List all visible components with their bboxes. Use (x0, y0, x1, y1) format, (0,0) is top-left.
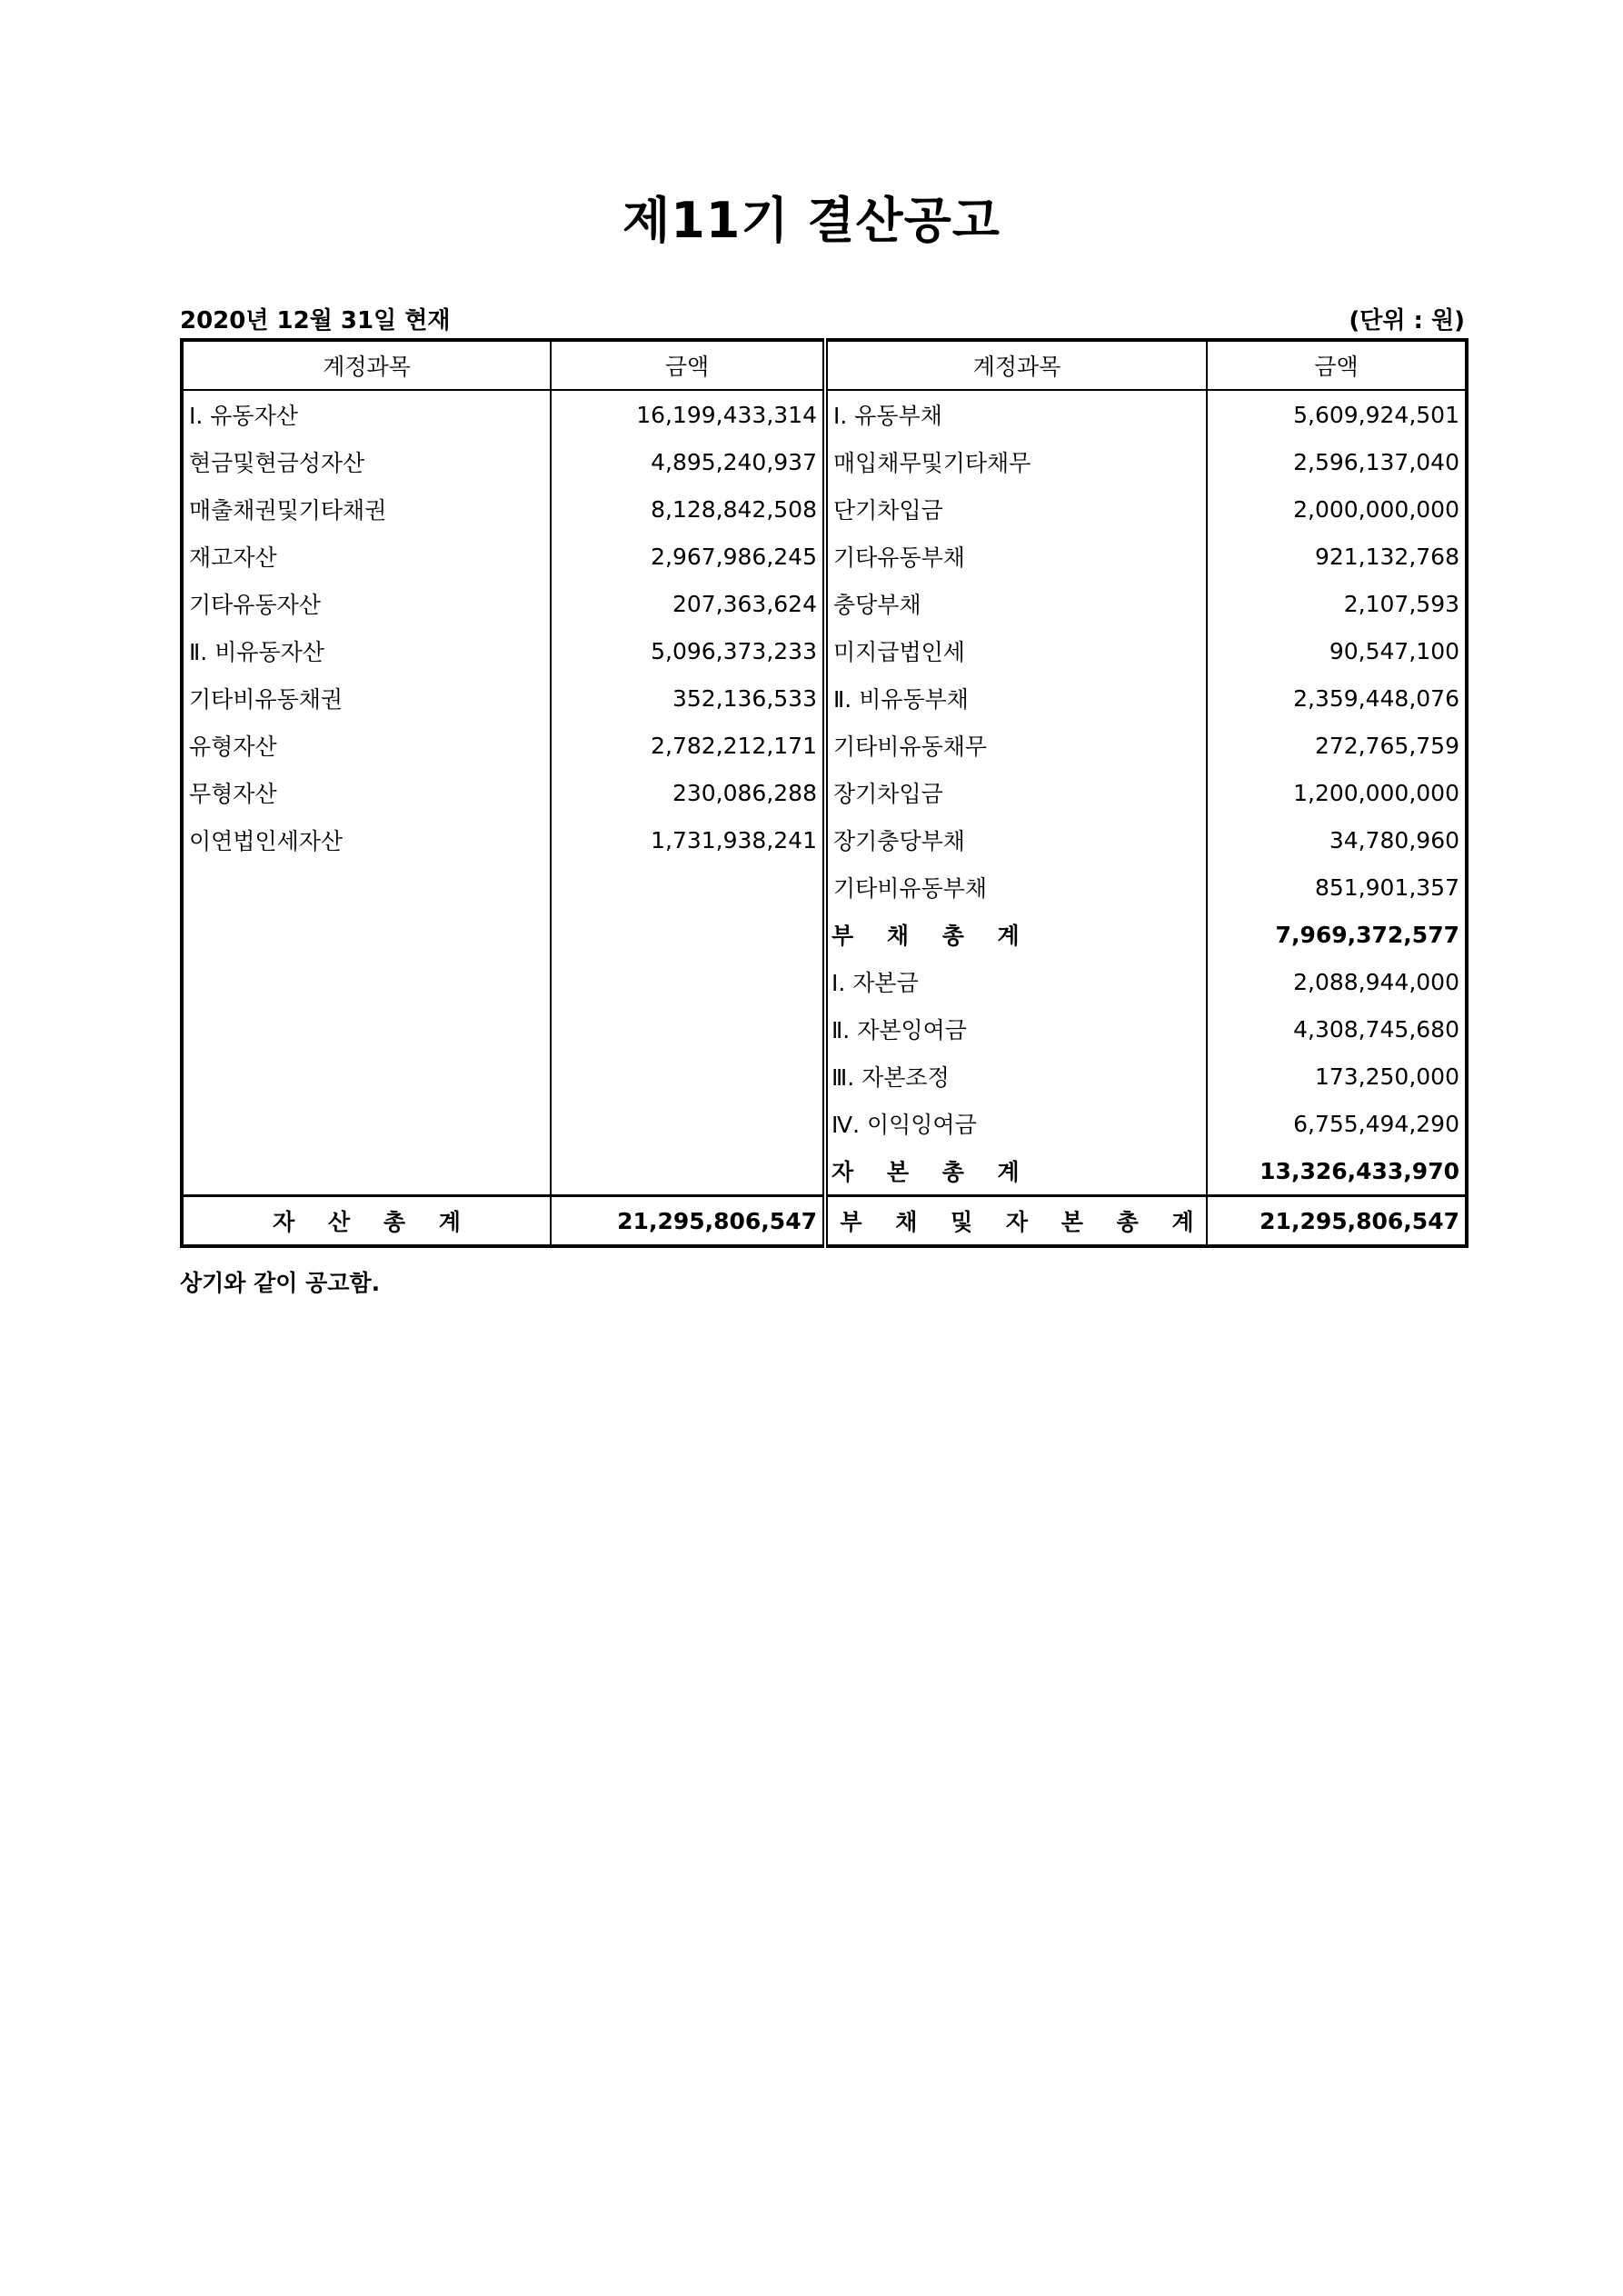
table-row (182, 769, 1467, 816)
table-row (182, 1053, 1467, 1100)
right-account-cell: 장기차입금 (825, 769, 1207, 816)
right-account-cell: Ⅰ. 자본금 (825, 958, 1207, 1005)
left-account-cell: 기타비유동채권 (182, 674, 551, 722)
right-amount-cell: 1,200,000,000 (1207, 769, 1467, 816)
right-amount-cell: 6,755,494,290 (1207, 1100, 1467, 1147)
left-account-cell (182, 1147, 551, 1196)
left-account-cell: 이연법인세자산 (182, 816, 551, 863)
table-row (182, 911, 1467, 958)
left-amount-cell (551, 911, 825, 958)
report-date: 2020년 12월 31일 현재 (180, 307, 451, 334)
left-amount-cell: 352,136,533 (551, 674, 825, 722)
right-account-cell: 기타비유동부채 (825, 863, 1207, 911)
right-amount-cell: 173,250,000 (1207, 1053, 1467, 1100)
header-row (182, 340, 1467, 390)
footnote: 상기와 같이 공고함. (180, 1270, 381, 1296)
left-amount-cell: 5,096,373,233 (551, 627, 825, 674)
table-row (182, 1005, 1467, 1053)
left-account-cell (182, 1005, 551, 1053)
right-amount-cell: 4,308,745,680 (1207, 1005, 1467, 1053)
table-row (182, 485, 1467, 533)
total-row (182, 1196, 1467, 1247)
table-row (182, 1100, 1467, 1147)
right-account-cell: Ⅱ. 자본잉여금 (825, 1005, 1207, 1053)
right-amount-cell: 851,901,357 (1207, 863, 1467, 911)
left-account-cell (182, 863, 551, 911)
right-account-cell: 충당부채 (825, 580, 1207, 627)
table-body (182, 390, 1467, 1196)
left-account-cell: 유형자산 (182, 722, 551, 769)
table-row (182, 438, 1467, 485)
left-amount-cell (551, 863, 825, 911)
left-amount-cell: 2,967,986,245 (551, 533, 825, 580)
right-account-cell: 단기차입금 (825, 485, 1207, 533)
left-amount-cell: 1,731,938,241 (551, 816, 825, 863)
left-amount-cell: 8,128,842,508 (551, 485, 825, 533)
right-amount-cell: 34,780,960 (1207, 816, 1467, 863)
left-account-cell: 무형자산 (182, 769, 551, 816)
left-amount-cell: 16,199,433,314 (551, 390, 825, 438)
left-account-cell: Ⅰ. 유동자산 (182, 390, 551, 438)
left-account-cell: Ⅱ. 비유동자산 (182, 627, 551, 674)
unit-label: (단위 : 원) (1349, 307, 1465, 334)
right-account-cell: 기타비유동채무 (825, 722, 1207, 769)
left-account-cell (182, 1100, 551, 1147)
liab-equity-total-amount: 21,295,806,547 (1207, 1196, 1467, 1247)
right-amount-cell: 2,107,593 (1207, 580, 1467, 627)
right-account-cell: Ⅲ. 자본조정 (825, 1053, 1207, 1100)
right-account-header: 계정과목 (825, 340, 1207, 390)
liab-equity-total-label: 부 채 및 자 본 총 계 (825, 1196, 1207, 1247)
right-amount-cell: 2,000,000,000 (1207, 485, 1467, 533)
left-amount-cell (551, 958, 825, 1005)
left-account-cell (182, 958, 551, 1005)
table-row (182, 674, 1467, 722)
meta-row (180, 302, 1465, 334)
left-amount-cell (551, 1053, 825, 1100)
left-account-cell: 현금및현금성자산 (182, 438, 551, 485)
right-amount-cell: 2,359,448,076 (1207, 674, 1467, 722)
right-amount-cell: 90,547,100 (1207, 627, 1467, 674)
left-amount-cell: 4,895,240,937 (551, 438, 825, 485)
left-amount-cell (551, 1147, 825, 1196)
table-row (182, 580, 1467, 627)
left-account-cell (182, 1053, 551, 1100)
left-account-header: 계정과목 (182, 340, 551, 390)
right-account-cell: 부 채 총 계 (825, 911, 1207, 958)
left-amount-cell (551, 1005, 825, 1053)
right-account-cell: Ⅰ. 유동부채 (825, 390, 1207, 438)
right-amount-cell: 2,088,944,000 (1207, 958, 1467, 1005)
right-amount-header: 금액 (1207, 340, 1467, 390)
left-amount-cell (551, 1100, 825, 1147)
right-amount-cell: 5,609,924,501 (1207, 390, 1467, 438)
table-row (182, 722, 1467, 769)
table-row (182, 816, 1467, 863)
table-row (182, 627, 1467, 674)
right-amount-cell: 272,765,759 (1207, 722, 1467, 769)
right-amount-cell: 2,596,137,040 (1207, 438, 1467, 485)
right-account-cell: 미지급법인세 (825, 627, 1207, 674)
page-title: 제11기 결산공고 (622, 192, 1001, 249)
right-amount-cell: 7,969,372,577 (1207, 911, 1467, 958)
table-row (182, 863, 1467, 911)
right-account-cell: 자 본 총 계 (825, 1147, 1207, 1196)
left-account-cell (182, 911, 551, 958)
left-account-cell: 재고자산 (182, 533, 551, 580)
balance-sheet-table (180, 338, 1469, 1248)
right-account-cell: Ⅳ. 이익잉여금 (825, 1100, 1207, 1147)
left-amount-cell: 2,782,212,171 (551, 722, 825, 769)
right-account-cell: Ⅱ. 비유동부채 (825, 674, 1207, 722)
left-account-cell: 기타유동자산 (182, 580, 551, 627)
table-row (182, 390, 1467, 438)
left-amount-cell: 230,086,288 (551, 769, 825, 816)
left-amount-header: 금액 (551, 340, 825, 390)
assets-total-label: 자 산 총 계 (182, 1196, 551, 1247)
right-account-cell: 장기충당부채 (825, 816, 1207, 863)
table-row (182, 533, 1467, 580)
assets-total-amount: 21,295,806,547 (551, 1196, 825, 1247)
left-account-cell: 매출채권및기타채권 (182, 485, 551, 533)
right-account-cell: 매입채무및기타채무 (825, 438, 1207, 485)
table-row (182, 958, 1467, 1005)
right-amount-cell: 13,326,433,970 (1207, 1147, 1467, 1196)
left-amount-cell: 207,363,624 (551, 580, 825, 627)
right-amount-cell: 921,132,768 (1207, 533, 1467, 580)
right-account-cell: 기타유동부채 (825, 533, 1207, 580)
table-row (182, 1147, 1467, 1196)
